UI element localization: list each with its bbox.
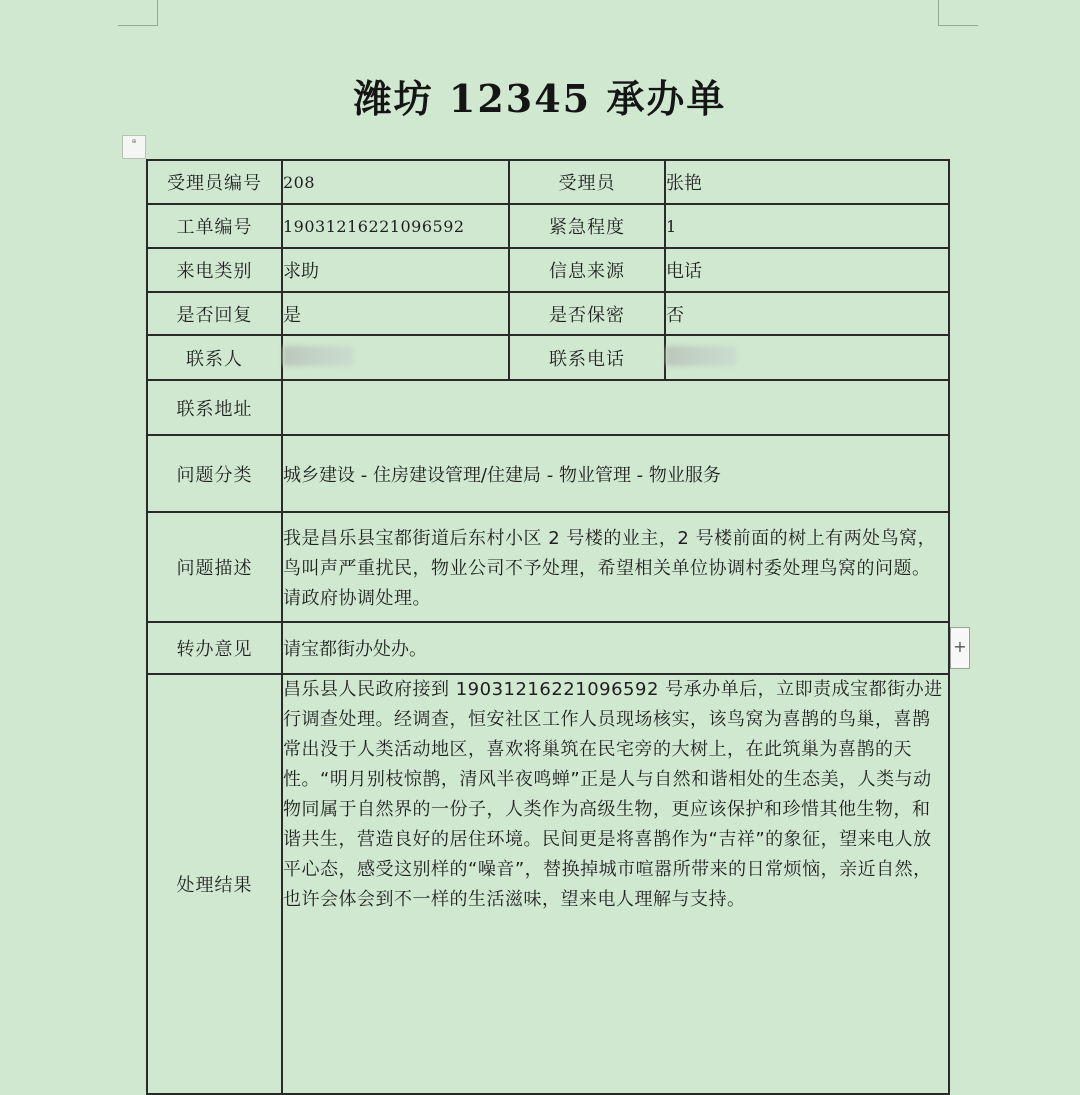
receiver-label: 受理员 (509, 160, 665, 204)
category-label: 问题分类 (147, 435, 282, 512)
table-row (147, 622, 949, 674)
result-value: 昌乐县人民政府接到 19031216221096592 号承办单后，立即责成宝都街办进行调查处理。经调查，恒安社区工作人员现场核实，该鸟窝为喜鹊的鸟巢，喜鹊常出没于人类活动地区，喜欢将巢筑在民宅旁的大树上，在此筑巢为喜鹊的天性。“明月别枝惊鹊，清风半夜鸣蝉”正是人与自然和谐相处的生态美，人类与动物同属于自然界的一份子，人类作为高级生物，更应该保护和珍惜其他生物，和谐共生，营造良好的居住环境。民间更是将喜鹊作为“吉祥”的象征，望来电人放平心态，感受这别样的“噪音”，替换掉城市喧嚣所带来的日常烦恼，亲近自然，也许会体会到不一样的生活滋味，望来电人理解与支持。 (282, 674, 949, 1094)
redaction-blur (666, 346, 736, 366)
contact-label: 联系人 (147, 335, 282, 380)
transfer-label: 转办意见 (147, 622, 282, 674)
form-table (146, 159, 950, 1095)
transfer-value: 请宝都街办处办。 (282, 622, 949, 674)
crop-mark-top-left (118, 25, 158, 26)
source-value: 电话 (665, 248, 949, 292)
phone-label: 联系电话 (509, 335, 665, 380)
source-label: 信息来源 (509, 248, 665, 292)
description-value: 我是昌乐县宝都街道后东村小区 2 号楼的业主，2 号楼前面的树上有两处鸟窝，鸟叫声严重扰民，物业公司不予处理，希望相关单位协调村委处理鸟窝的问题。请政府协调处理。 (282, 512, 949, 622)
urgency-value: 1 (665, 204, 949, 248)
table-row (147, 674, 949, 1094)
order-no-label: 工单编号 (147, 204, 282, 248)
reply-label: 是否回复 (147, 292, 282, 335)
result-label: 处理结果 (147, 674, 282, 1094)
table-row (147, 512, 949, 622)
receiver-id-label: 受理员编号 (147, 160, 282, 204)
add-button[interactable]: + (950, 627, 970, 669)
table-row (147, 204, 949, 248)
receiver-id-value: 208 (282, 160, 509, 204)
crop-mark-top-right-vertical (938, 0, 939, 25)
contact-value-redacted (282, 335, 509, 380)
table-row (147, 248, 949, 292)
reply-value: 是 (282, 292, 509, 335)
description-label: 问题描述 (147, 512, 282, 622)
table-row (147, 292, 949, 335)
category-value: 城乡建设 - 住房建设管理/住建局 - 物业管理 - 物业服务 (282, 435, 949, 512)
table-anchor-icon[interactable]: ⊕ (122, 135, 146, 159)
document-title: 潍坊 12345 承办单 (353, 76, 727, 121)
crop-mark-top-left-vertical (157, 0, 158, 25)
table-row (147, 335, 949, 380)
table-row (147, 435, 949, 512)
redaction-blur (283, 346, 353, 366)
urgency-label: 紧急程度 (509, 204, 665, 248)
receiver-value: 张艳 (665, 160, 949, 204)
order-no-value: 19031216221096592 (282, 204, 509, 248)
address-label: 联系地址 (147, 380, 282, 435)
call-type-value: 求助 (282, 248, 509, 292)
confidential-label: 是否保密 (509, 292, 665, 335)
crop-mark-top-right (938, 25, 978, 26)
address-value (282, 380, 949, 435)
call-type-label: 来电类别 (147, 248, 282, 292)
phone-value-redacted (665, 335, 949, 380)
confidential-value: 否 (665, 292, 949, 335)
table-row (147, 160, 949, 204)
table-row (147, 380, 949, 435)
